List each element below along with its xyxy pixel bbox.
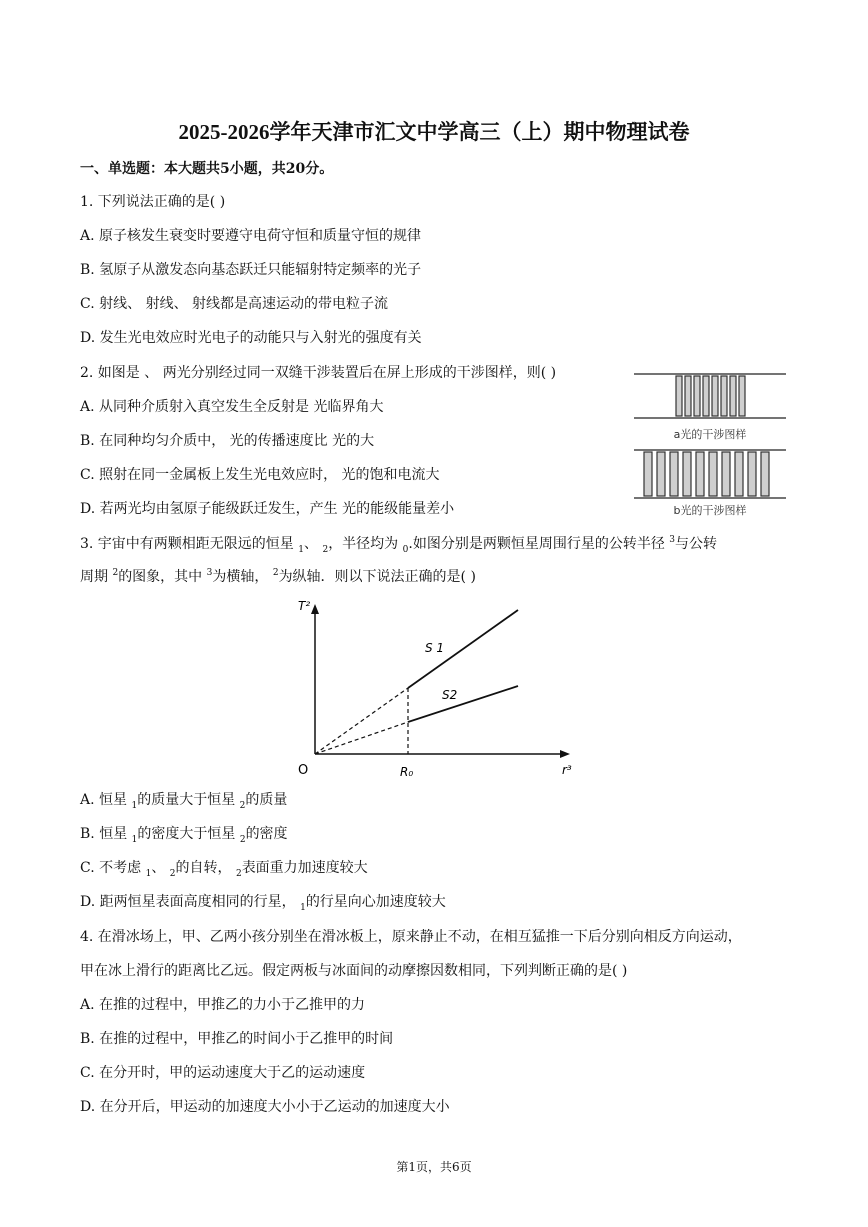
fig-label-b: b光的干涉图样 [673,504,747,517]
s2-line [408,686,518,722]
q3-option-a: A. 恒星 $_1$的质量大于恒星 $_2$的质量 [80,792,288,811]
q4-option-d: D. 在分开后，甲运动的加速度大小小于乙运动的加速度大小 [80,1099,450,1115]
q2-option-c: C. 照射在同一金属板上发生光电效应时， 光的饱和电流大 [80,467,440,483]
s2-dashed-extension [315,722,408,754]
s1-label: S 1 [425,641,445,655]
q4-stem-line1: 4. 在滑冰场上，甲、乙两小孩分别坐在滑冰板上，原来静止不动，在相互猛推一下后分别向相反方向运动， [80,929,742,945]
q2-option-d: D. 若两光均由氢原子能级跃迁发生，产生 光的能级能量差小 [80,501,455,517]
page-footer: 第1页，共6页 [396,1160,472,1174]
q1-option-d: D. 发生光电效应时光电子的动能只与入射光的强度有关 [80,330,422,346]
q2-option-a: A. 从同种介质射入真空发生全反射是 光临界角大 [80,399,384,415]
q4-option-a: A. 在推的过程中，甲推乙的力小于乙推甲的力 [80,997,366,1013]
q4-option-c: C. 在分开时，甲的运动速度大于乙的运动速度 [80,1065,366,1081]
q3-stem-line2: 周期 $^2$的图象，其中 $^3$为横轴， $^2$为纵轴．则以下说法正确的是( ) [80,568,476,585]
r0-label: R₀ [400,765,414,779]
y-axis-label: T² [298,599,311,613]
section-heading: 一、单选题：本大题共5小题，共20分。 [80,161,334,177]
t2-r3-graph [290,594,580,784]
q3-option-c: C. 不考虑 $_1$、 $_2$的自转， $_2$表面重力加速度较大 [80,860,368,879]
page-title: 2025-2026学年天津市汇文中学高三（上）期中物理试卷 [178,120,690,144]
b-light-fringes [644,452,769,496]
a-light-fringes [676,376,745,416]
q4-stem-line2: 甲在冰上滑行的距离比乙远。假定两板与冰面间的动摩擦因数相同，下列判断正确的是( ) [80,963,628,979]
origin-label: O [298,763,309,778]
interference-pattern-figure [630,366,790,526]
q1-option-c: C. 射线、 射线、 射线都是高速运动的带电粒子流 [80,296,389,312]
q1-option-b: B. 氢原子从激发态向基态跃迁只能辐射特定频率的光子 [80,262,422,278]
q2-stem: 2. 如图是 、 两光分别经过同一双缝干涉装置后在屏上形成的干涉图样，则( ) [80,365,557,381]
s1-dashed-extension [315,688,408,754]
q4-option-b: B. 在推的过程中，甲推乙的时间小于乙推甲的时间 [80,1031,394,1047]
q3-option-d: D. 距两恒星表面高度相同的行星， $_1$的行星向心加速度较大 [80,894,446,913]
q3-stem-line1: 3. 宇宙中有两颗相距无限远的恒星 $_1$、 $_2$，半径均为 $_0$.如图分别是两颗恒星周围行星的公转半径 $^3$与公转 [80,535,718,555]
x-axis-label: r³ [562,763,572,777]
fig-label-a: a光的干涉图样 [673,428,747,441]
s2-label: S2 [442,688,458,702]
q3-option-b: B. 恒星 $_1$的密度大于恒星 $_2$的密度 [80,826,288,845]
q2-option-b: B. 在同种均匀介质中， 光的传播速度比 光的大 [80,433,375,449]
q1-option-a: A. 原子核发生衰变时要遵守电荷守恒和质量守恒的规律 [80,228,422,244]
q1-stem: 1. 下列说法正确的是( ) [80,194,226,210]
